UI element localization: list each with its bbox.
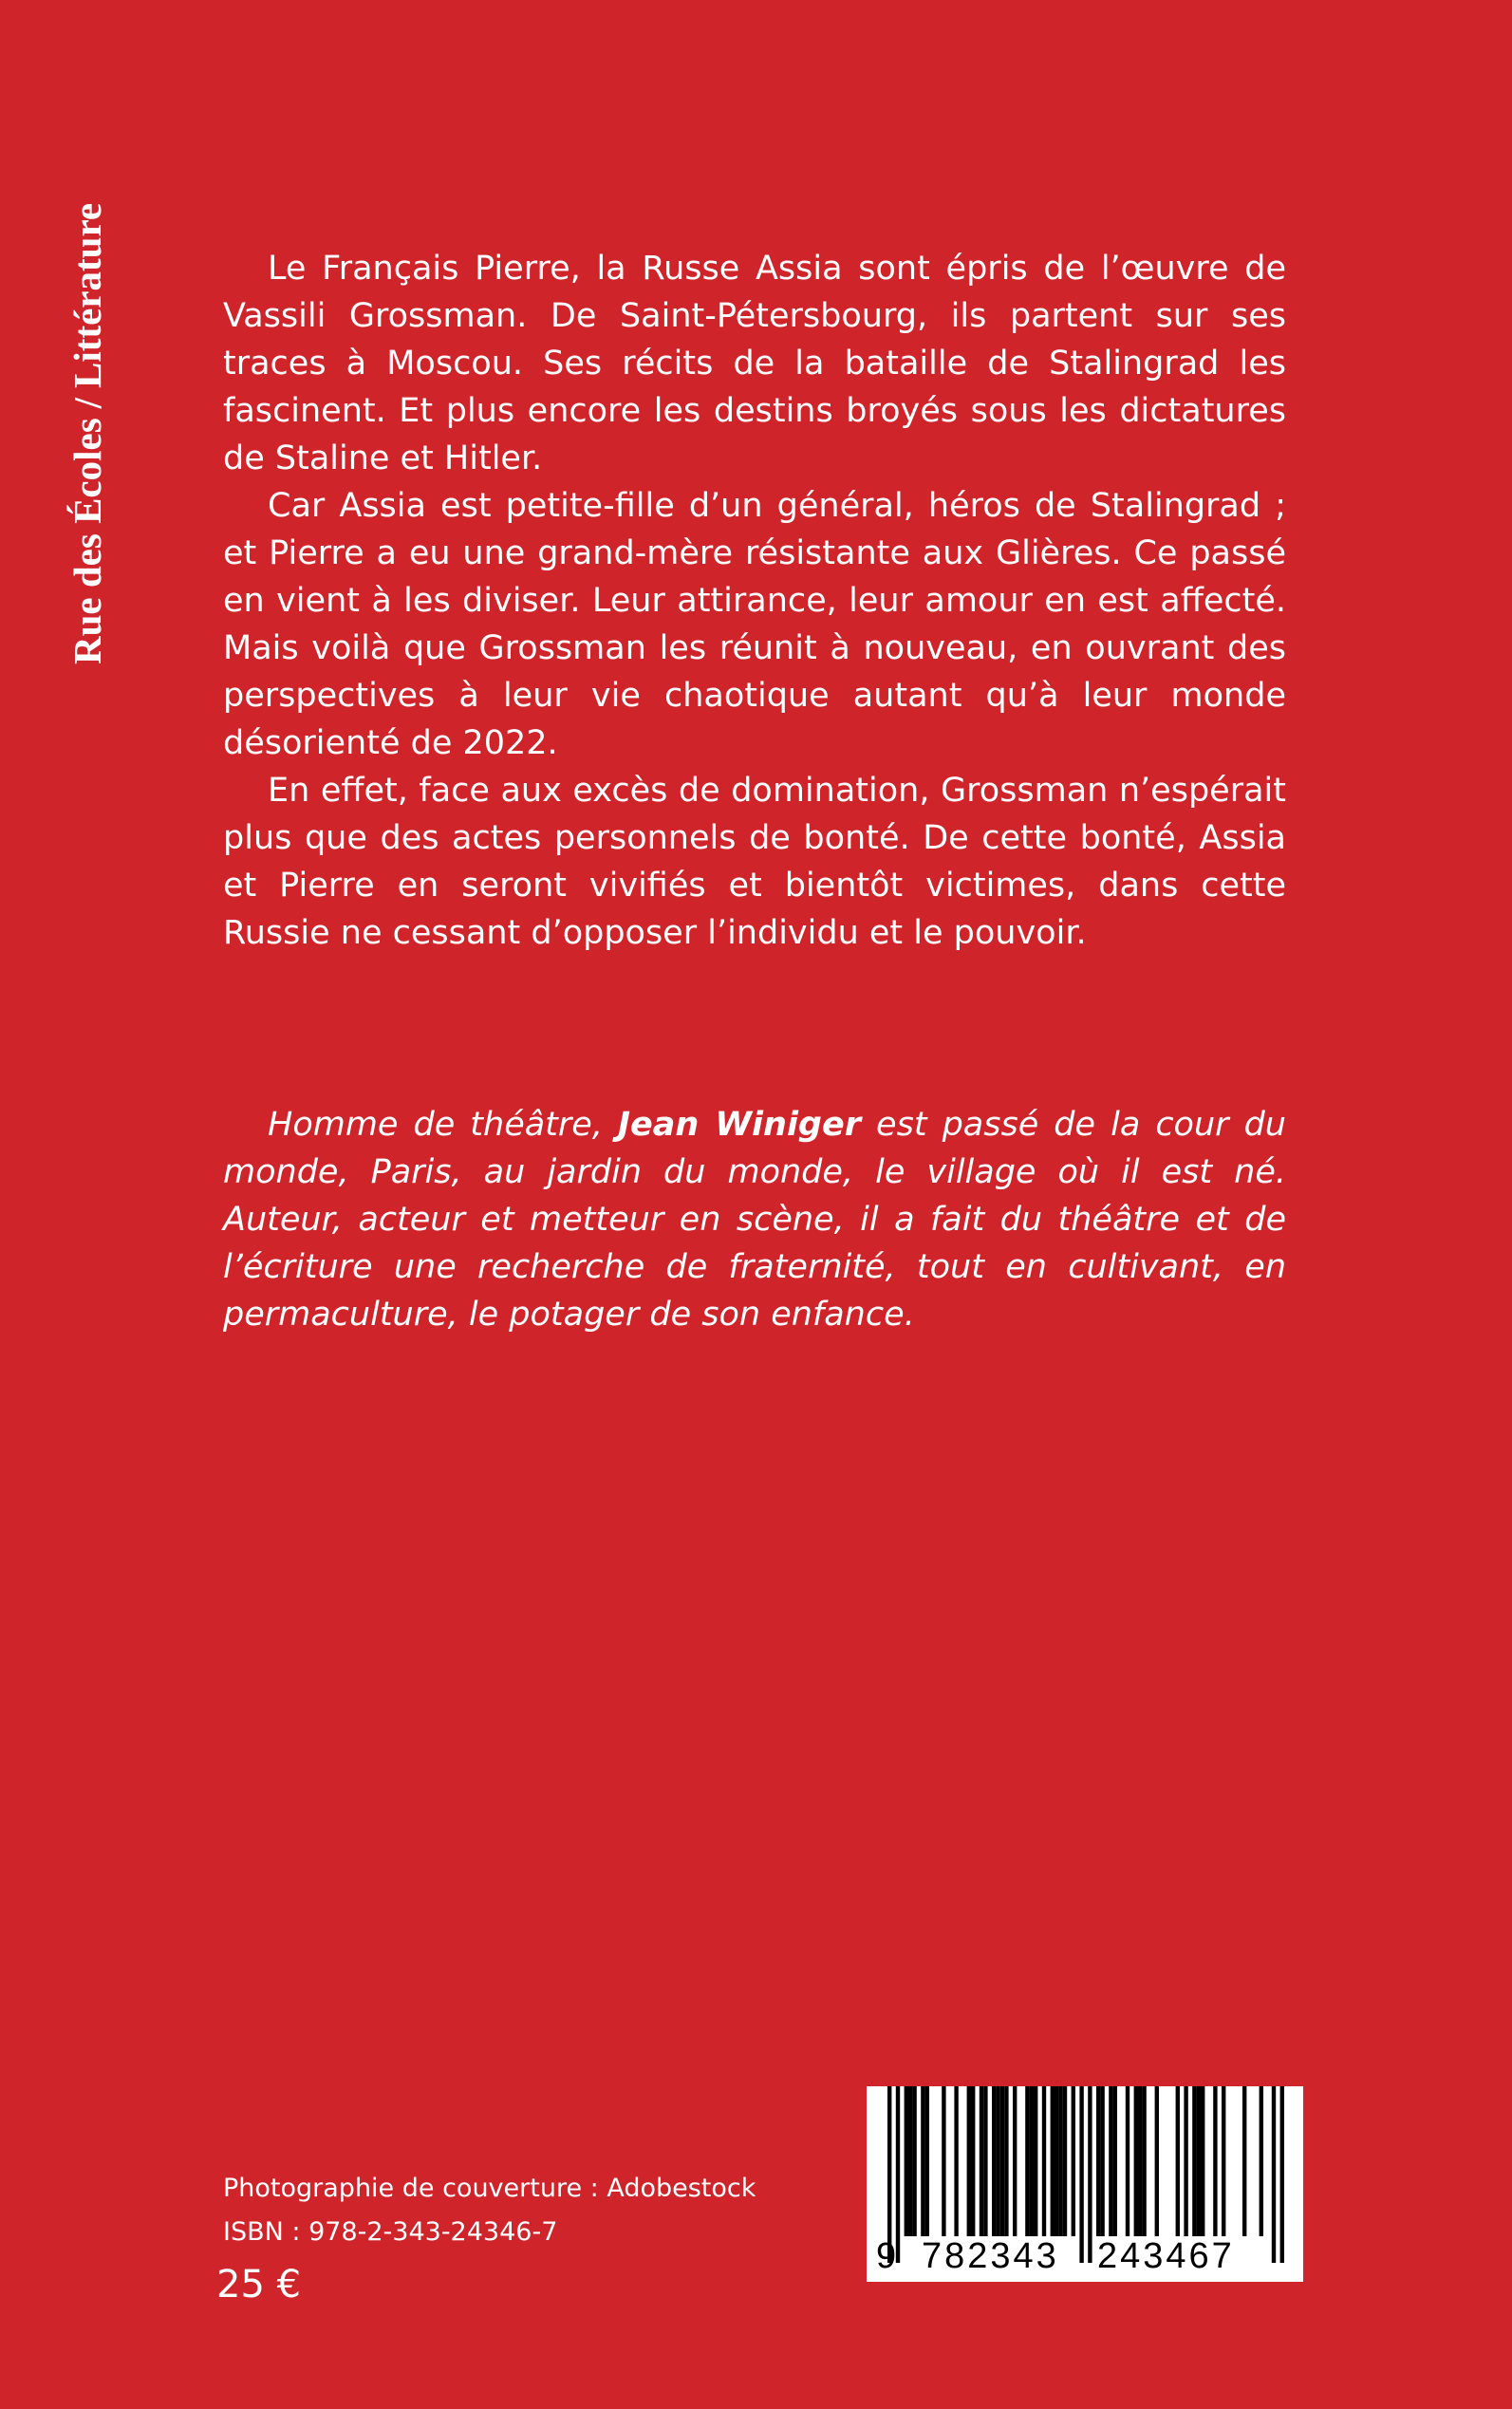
barcode-bar-36 — [1138, 2086, 1142, 2236]
barcode-bar-17 — [1004, 2086, 1008, 2236]
barcode-bar-5 — [912, 2086, 916, 2236]
barcode-bar-37 — [1142, 2086, 1146, 2236]
barcode-bar-21 — [1034, 2086, 1037, 2236]
barcode-bar-22 — [1042, 2086, 1046, 2236]
barcode-bar-14 — [992, 2086, 996, 2236]
price-label: 25 € — [216, 2263, 302, 2306]
barcode-bar-43 — [1201, 2086, 1204, 2236]
collection-spine-label — [59, 95, 116, 664]
barcode-bar-33 — [1113, 2086, 1117, 2236]
barcode-bar-4 — [908, 2086, 912, 2236]
barcode-bar-44 — [1213, 2086, 1217, 2236]
barcode-bar-26 — [1063, 2086, 1067, 2236]
barcode-bar-25 — [1058, 2086, 1062, 2236]
collection-separator: / — [65, 397, 109, 409]
summary-paragraph-3: En effet, face aux excès de domination, Grossman n’espérait plus que des actes personnels de bonté. De cette bonté, Assia et Pierre en seront vivifiés et bientôt victimes, dans cette Russie ne cessant d’opposer l’individu et le pouvoir. — [223, 772, 1286, 952]
barcode-bar-18 — [1013, 2086, 1017, 2236]
barcode-bar-16 — [1000, 2086, 1004, 2236]
collection-name: Rue des Écoles — [65, 418, 109, 664]
barcode-bar-46 — [1242, 2086, 1246, 2236]
barcode-digit-group-1: 782343 — [922, 2236, 1059, 2276]
barcode-digits — [867, 2234, 1303, 2278]
isbn-label: ISBN : 978-2-343-24346-7 — [223, 2217, 558, 2247]
barcode-bar-13 — [983, 2086, 987, 2236]
barcode-bar-15 — [996, 2086, 999, 2236]
barcode-bar-40 — [1184, 2086, 1187, 2236]
isbn-barcode — [867, 2086, 1303, 2282]
barcode-bar-19 — [1025, 2086, 1029, 2236]
author-name: Jean Winiger — [618, 1106, 861, 1144]
barcode-bar-24 — [1055, 2086, 1058, 2236]
collection-category: Littérature — [65, 202, 109, 388]
barcode-bar-34 — [1126, 2086, 1129, 2236]
barcode-bar-9 — [954, 2086, 958, 2236]
barcode-bar-11 — [971, 2086, 975, 2236]
credits-block — [223, 2167, 756, 2254]
summary-paragraph-1: Le Français Pierre, la Russe Assia sont épris de l’œuvre de Vassili Grossman. De Saint-Pétersbourg, ils partent sur ses traces à Moscou. Ses récits de la bataille de Stalingrad les fascinent. Et plus encore les destins broyés sous les dictatures de Staline et Hitler. — [223, 250, 1286, 477]
barcode-digit-group-2: 243467 — [1097, 2236, 1235, 2276]
barcode-bar-6 — [921, 2086, 924, 2236]
barcode-bar-38 — [1155, 2086, 1159, 2236]
barcode-bar-27 — [1072, 2086, 1075, 2236]
barcode-bar-8 — [942, 2086, 945, 2236]
barcode-bar-42 — [1197, 2086, 1201, 2236]
author-bio — [223, 1101, 1286, 1338]
photo-credit: Photographie de couverture : Adobestock — [223, 2174, 756, 2203]
bio-text: est passé de la cour du monde, Paris, au jardin du monde, le village où il est né. Auteur, acteur et metteur en scène, il a fait du théâtre et de l’écriture une recherche de fraternité, tout en cultivant, en permaculture, le potager de son enfance. — [223, 1106, 1286, 1334]
barcode-bar-32 — [1109, 2086, 1112, 2236]
author-bio-paragraph — [223, 1101, 1286, 1338]
barcode-bar-30 — [1096, 2086, 1100, 2236]
barcode-bar-39 — [1176, 2086, 1180, 2236]
barcode-bar-20 — [1030, 2086, 1034, 2236]
barcode-bar-3 — [905, 2086, 908, 2236]
bio-intro: Homme de théâtre, — [268, 1106, 619, 1144]
barcode-bar-23 — [1051, 2086, 1055, 2236]
summary-paragraph-2: Car Assia est petite-fille d’un général, héros de Stalingrad ; et Pierre a eu une grand-mère résistante aux Glières. Ce passé en vient à les diviser. Leur attirance, leur amour en est affecté. Mais voilà que Grossman les réunit à nouveau, en ouvrant des perspectives à leur vie chaotique autant qu’à leur monde désorienté de 2022. — [223, 487, 1286, 762]
barcode-bar-7 — [925, 2086, 929, 2236]
barcode-bar-12 — [980, 2086, 983, 2236]
book-summary — [223, 245, 1286, 957]
barcode-bar-45 — [1222, 2086, 1225, 2236]
barcode-bar-35 — [1134, 2086, 1138, 2236]
barcode-bar-10 — [967, 2086, 971, 2236]
barcode-lead-digit: 9 — [876, 2236, 898, 2276]
barcode-bar-47 — [1260, 2086, 1263, 2236]
barcode-bar-31 — [1100, 2086, 1104, 2236]
barcode-bar-41 — [1192, 2086, 1196, 2236]
